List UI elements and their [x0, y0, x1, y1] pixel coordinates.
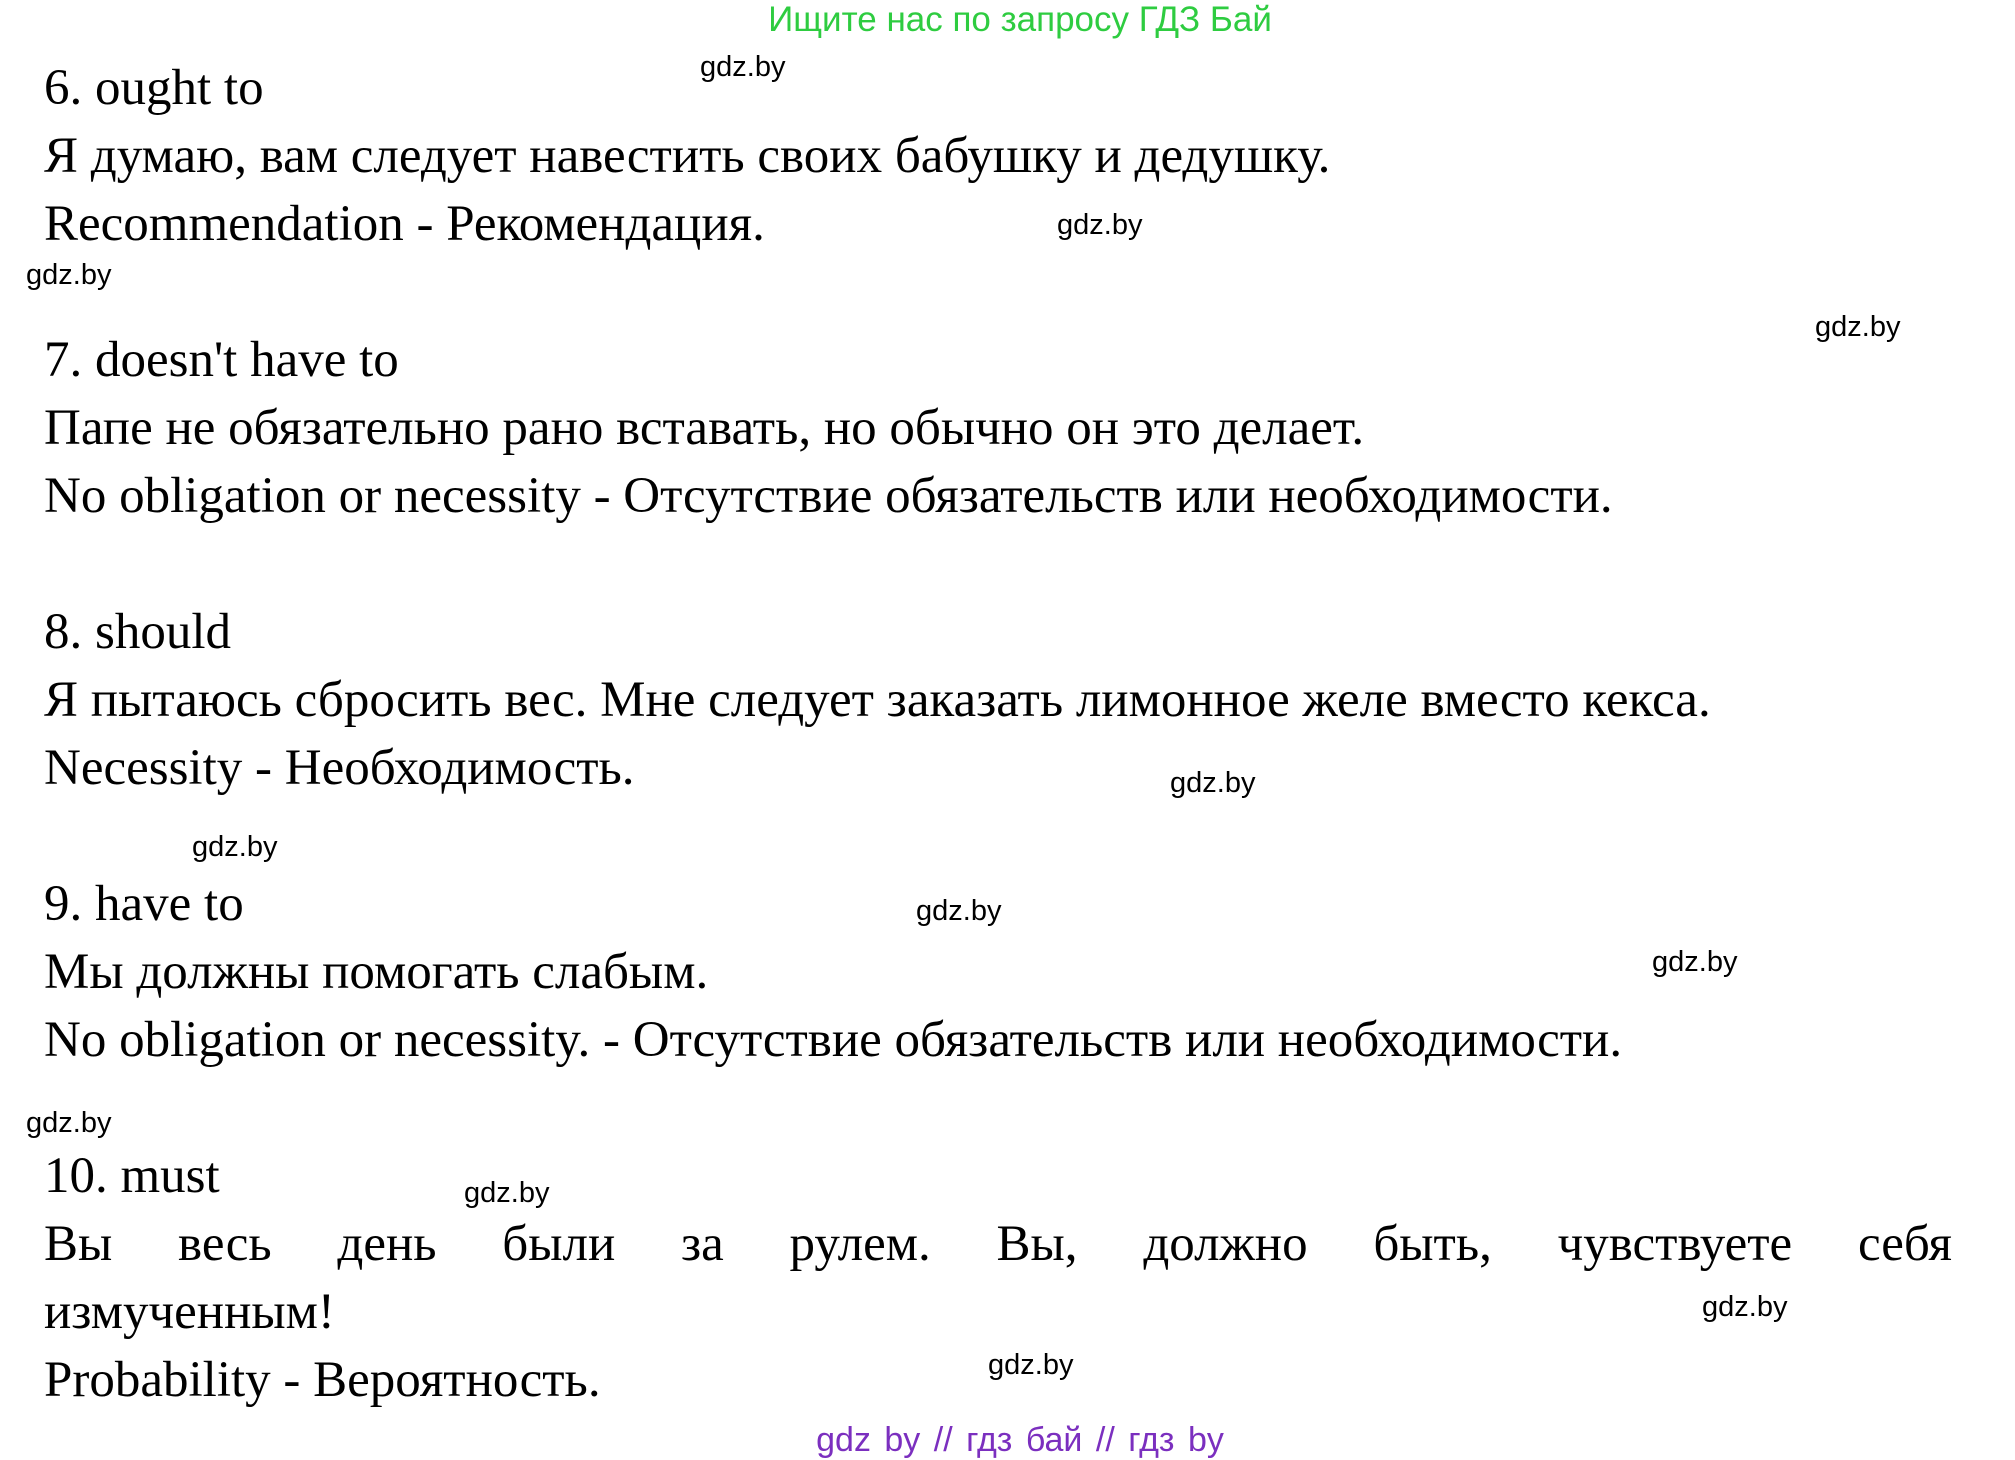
item-6-meaning: Recommendation - Рекомендация.	[44, 196, 765, 252]
item-10-sentence-line-1: Вы весь день были за рулем. Вы, должно быть, чувствуете себя	[44, 1216, 1952, 1272]
watermark: gdz.by	[1815, 311, 1901, 343]
item-7-sentence: Папе не обязательно рано вставать, но обычно он это делает.	[44, 400, 1365, 456]
item-8-sentence: Я пытаюсь сбросить вес. Мне следует заказать лимонное желе вместо кекса.	[44, 672, 1711, 728]
watermark: gdz.by	[1170, 767, 1256, 799]
item-6-heading: 6. ought to	[44, 60, 264, 116]
watermark: gdz.by	[1652, 946, 1738, 978]
watermark: gdz.by	[26, 1107, 112, 1139]
item-8-meaning: Necessity - Необходимость.	[44, 740, 635, 796]
header-banner: Ищите нас по запросу ГДЗ Бай	[768, 0, 1272, 39]
footer-banner: gdz by // гдз бай // гдз by	[816, 1421, 1224, 1459]
item-10-sentence-line-2: измученным!	[44, 1284, 335, 1340]
watermark: gdz.by	[1702, 1291, 1788, 1323]
watermark: gdz.by	[1057, 209, 1143, 241]
watermark: gdz.by	[26, 259, 112, 291]
item-7-heading: 7. doesn't have to	[44, 332, 399, 388]
item-9-sentence: Мы должны помогать слабым.	[44, 944, 709, 1000]
watermark: gdz.by	[464, 1177, 550, 1209]
watermark: gdz.by	[700, 51, 786, 83]
item-10-meaning: Probability - Вероятность.	[44, 1352, 601, 1408]
item-9-meaning: No obligation or necessity. - Отсутствие обязательств или необходимости.	[44, 1012, 1623, 1068]
item-6-sentence: Я думаю, вам следует навестить своих бабушку и дедушку.	[44, 128, 1331, 184]
item-9-heading: 9. have to	[44, 876, 244, 932]
item-10-heading: 10. must	[44, 1148, 220, 1204]
item-8-heading: 8. should	[44, 604, 232, 660]
watermark: gdz.by	[988, 1349, 1074, 1381]
item-7-meaning: No obligation or necessity - Отсутствие обязательств или необходимости.	[44, 468, 1613, 524]
watermark: gdz.by	[916, 895, 1002, 927]
watermark: gdz.by	[192, 831, 278, 863]
